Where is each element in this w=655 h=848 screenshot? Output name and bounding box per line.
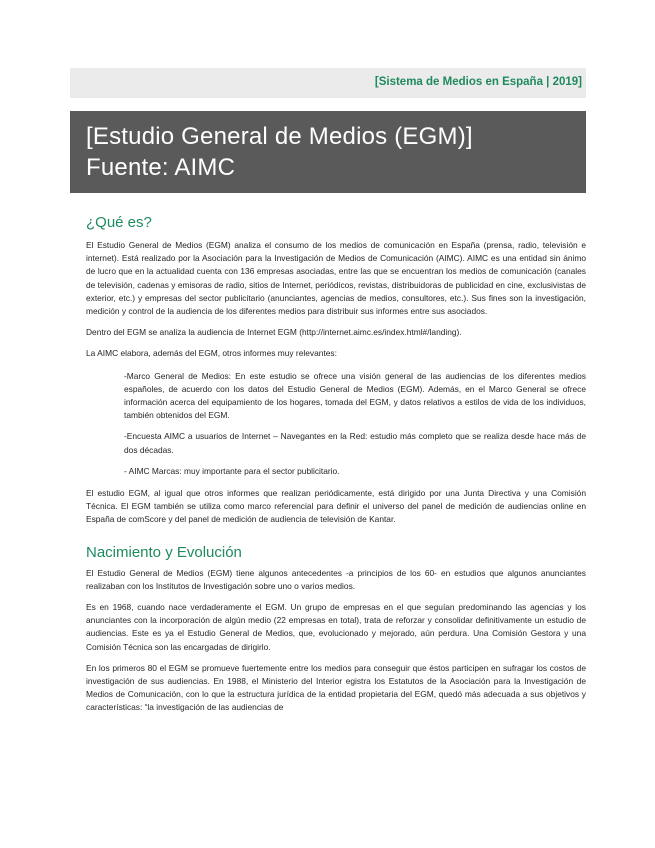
header-band — [70, 68, 586, 98]
section-heading: ¿Qué es? — [86, 214, 152, 231]
list-item: -Encuesta AIMC a usuarios de Internet – Navegantes en la Red: estudio más completo que se realiza desde hace más de dos décadas. — [124, 431, 586, 455]
paragraph: El Estudio General de Medios (EGM) analiza el consumo de los medios de comunicación en España (prensa, radio, televisión e internet). Está realizado por la Asociación para la Investigación de Medios de Comunicación (AIMC). AIMC es una entidad sin ánimo de lucro que en la actualidad cuenta con 136 empresas asociadas, entre las que se encuentran los medios de comunicación (canales de televisión, cadenas y emisoras de radio, sitios de Internet, periódicos, revistas, distribuidoras de publicidad en cine, exclusivistas de exterior, etc.) y empresas del sector publicitario (anunciantes, agencias de medios, consultores, etc.). Sus fines son la investigación, medición y control de la audiencia de los diferentes medios para distribuir sus informes entre sus asociados. — [86, 240, 586, 317]
list-item: -Marco General de Medios: En este estudio se ofrece una visión general de las audiencias de los diferentes medios españoles, de acuerdo con los datos del Estudio General de Medios (EGM). Además, en el Marco General se ofrece información acerca del equipamiento de los hogares, tomada del EGM, y datos relativos a estilos de vida de los individuos, también obtenidos del EGM. — [124, 370, 586, 421]
document-title: [Estudio General de Medios (EGM)] — [86, 123, 473, 150]
paragraph: En los primeros 80 el EGM se promueve fuertemente entre los medios para conseguir que éstos participen en sufragar los costos de investigación de sus audiencias. En 1988, el Ministerio del Interior egistra los Estatutos de la Asociación para la Investigación de Medios de Comunicación, con lo que la estructura jurídica de la entidad propietaria del EGM, quedó más adecuada a sus objetivos y características: “la investigación de las audiencias de — [86, 662, 586, 713]
paragraph: El estudio EGM, al igual que otros informes que realizan periódicamente, está dirigido por una Junta Directiva y una Comisión Técnica. El EGM también se utiliza como marco referencial para definir el universo del panel de medición de audiencias online en España de comScore y del panel de medición de audiencia de televisión de Kantar. — [86, 488, 586, 525]
paragraph: La AIMC elabora, además del EGM, otros informes muy relevantes: — [86, 348, 337, 359]
document-source: Fuente: AIMC — [86, 154, 236, 181]
header-tag: [Sistema de Medios en España | 2019] — [374, 76, 582, 88]
section-que-es — [86, 213, 586, 527]
paragraph: Es en 1968, cuando nace verdaderamente el EGM. Un grupo de empresas en el que seguían predominando las agencias y los anunciantes con la incorporación de algún medio (22 empresas en total), trata de reforzar y consolidar definitivamente un estudio de audiencias. Este es ya el Estudio General de Medios, que, evolucionado y mejorado, aún perdura. Una Comisión Gestora y una Comisión Técnica son las encargadas de dirigirlo. — [86, 602, 586, 652]
section-heading: Nacimiento y Evolución — [86, 543, 242, 561]
section-nacimiento-evolucion — [86, 543, 586, 715]
list-item: - AIMC Marcas: muy importante para el sector publicitario. — [124, 465, 340, 476]
title-block — [70, 111, 586, 193]
content-body — [86, 213, 586, 715]
paragraph: Dentro del EGM se analiza la audiencia de Internet EGM (http://internet.aimc.es/index.html#/landing). — [86, 327, 462, 338]
paragraph: El Estudio General de Medios (EGM) tiene algunos antecedentes -a principios de los 60- en estudios que algunos anunciantes realizaban con los Institutos de Investigación sobre uno o varios medios. — [86, 567, 586, 591]
